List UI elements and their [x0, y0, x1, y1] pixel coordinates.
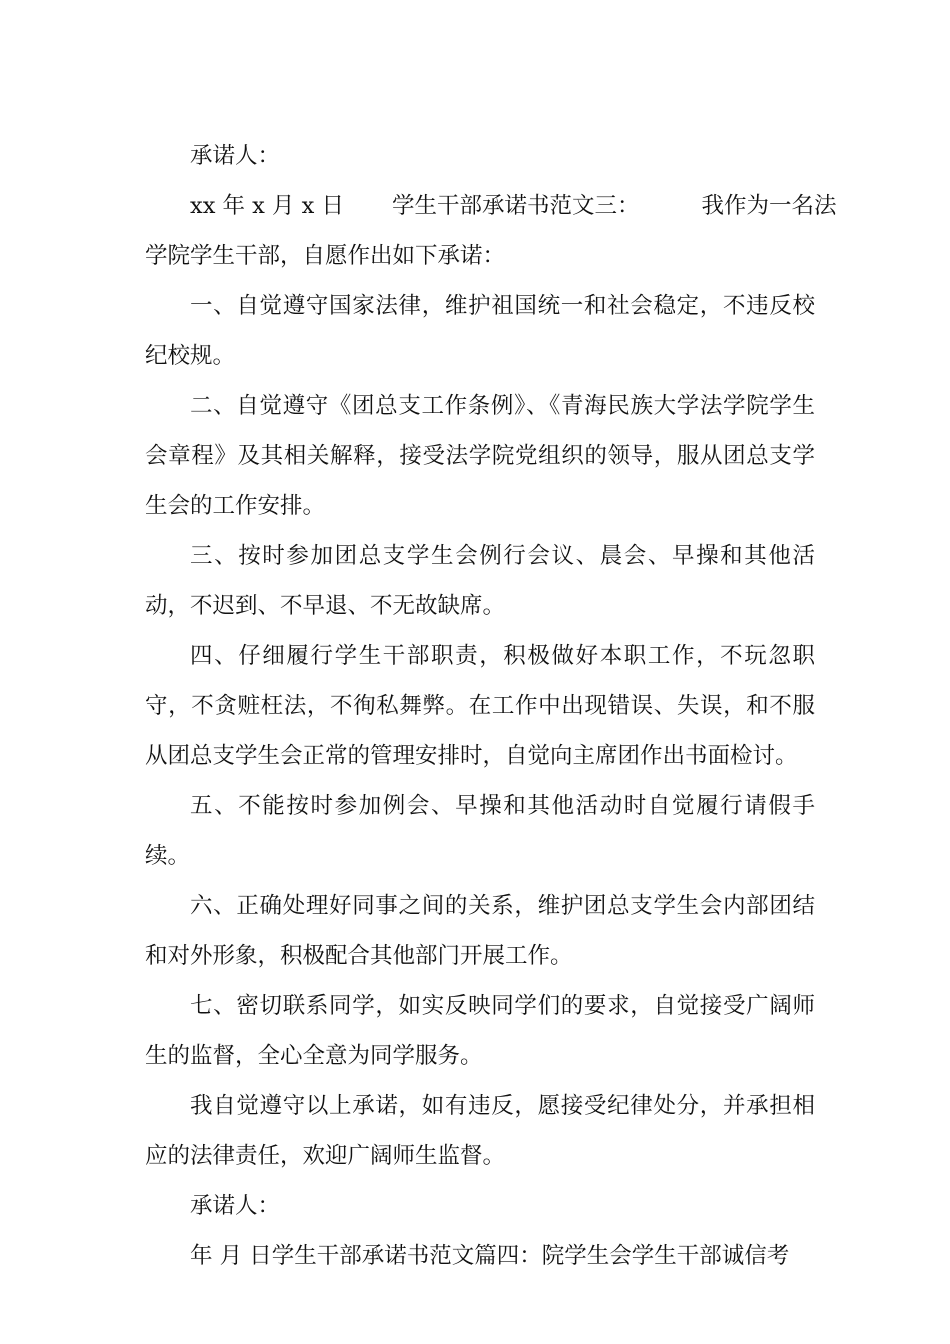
intro-start: 我作为一名法 — [701, 193, 837, 219]
sample-title: 学生干部承诺书范文三： — [392, 193, 640, 219]
closing-paragraph: 我自觉遵守以上承诺，如有违反，愿接受纪律处分，并承担相应的法律责任，欢迎广阔师生监督。 — [145, 1093, 815, 1169]
signer-label: 承诺人： — [190, 143, 281, 169]
commitment-item-1: 一、自觉遵守国家法律，维护祖国统一和社会稳定，不违反校纪校规。 — [145, 293, 815, 369]
commitment-item-7: 七、密切联系同学，如实反映同学们的要求，自觉接受广阔师生的监督，全心全意为同学服务。 — [145, 993, 815, 1069]
document-body — [145, 131, 837, 1281]
commitment-item-2: 二、自觉遵守《团总支工作条例》、《青海民族大学法学院学生会章程》及其相关解释，接受法学院党组织的领导，服从团总支学生会的工作安排。 — [145, 393, 815, 519]
date-text: xx 年 x 月 x 日 — [190, 193, 345, 219]
commitment-item-6: 六、正确处理好同事之间的关系，维护团总支学生会内部团结和对外形象，积极配合其他部门开展工作。 — [145, 893, 815, 969]
commitment-item-3: 三、按时参加团总支学生会例行会议、晨会、早操和其他活动，不迟到、不早退、不无故缺席。 — [145, 543, 815, 619]
date-title-line — [145, 181, 837, 231]
commitment-item-5: 五、不能按时参加例会、早操和其他活动时自觉履行请假手续。 — [145, 793, 815, 869]
last-line: 年 月 日学生干部承诺书范文篇四：院学生会学生干部诚信考 — [190, 1243, 790, 1269]
intro-continuation: 学院学生干部，自愿作出如下承诺： — [145, 243, 506, 269]
signer-label-2: 承诺人： — [190, 1193, 281, 1219]
commitment-item-4: 四、仔细履行学生干部职责，积极做好本职工作，不玩忽职守，不贪赃枉法，不徇私舞弊。在工作中出现错误、失误，和不服从团总支学生会正常的管理安排时，自觉向主席团作出书面检讨。 — [145, 643, 815, 769]
